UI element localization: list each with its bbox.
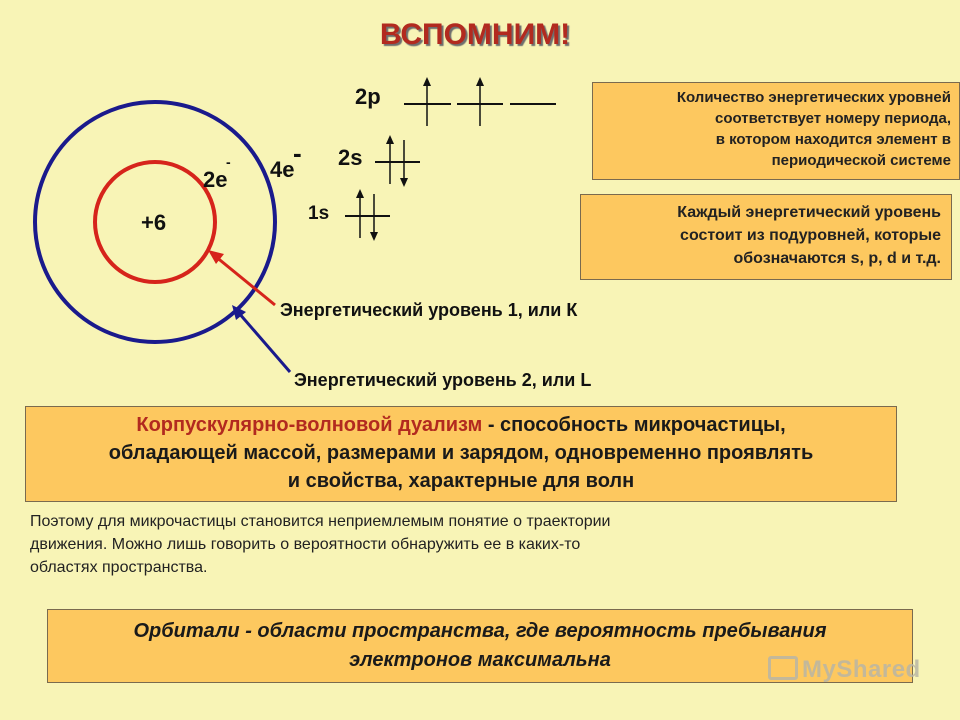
period-info-line: периодической системе <box>771 152 951 169</box>
period-info-box <box>592 82 960 180</box>
arrow-up-icon <box>476 77 484 126</box>
dualism-line-3: и свойства, характерные для волн <box>287 470 635 492</box>
period-info-line: соответствует номеру периода, <box>714 110 951 127</box>
period-info-line: Количество энергетических уровней <box>676 89 951 106</box>
level2-pointer-line <box>238 312 290 372</box>
presentation-icon <box>768 656 798 680</box>
paragraph-line: областях пространства. <box>30 559 208 576</box>
dualism-definition-box <box>25 406 897 502</box>
nucleus-charge: +6 <box>141 210 167 235</box>
arrow-down-icon <box>400 140 408 187</box>
orbital-2p <box>404 77 556 126</box>
inner-shell-charge-sign: - <box>226 154 231 170</box>
orbital-2p-label: 2p <box>355 84 381 109</box>
trajectory-paragraph <box>30 510 830 579</box>
slide-title: ВСПОМНИМ! <box>379 18 571 51</box>
sublevels-info-line: Каждый энергетический уровень <box>677 204 941 221</box>
orbitals-definition-line-2: электронов максимальна <box>349 649 611 671</box>
arrow-down-icon <box>370 194 378 241</box>
orbital-2s-label: 2s <box>338 145 363 170</box>
dualism-line-2: обладающей массой, размерами и зарядом, одновременно проявлять <box>108 442 814 464</box>
sublevels-info-box <box>580 194 952 280</box>
outer-shell-charge-sign: - <box>293 138 302 168</box>
dualism-line-1 <box>26 411 896 439</box>
arrow-up-icon <box>386 135 394 184</box>
watermark-logo <box>768 656 921 684</box>
dualism-line1-rest: - способность микрочастицы, <box>482 414 786 436</box>
sublevels-info-line: состоит из подуровней, которые <box>680 227 941 244</box>
inner-shell-electrons: 2e <box>203 167 228 192</box>
orbital-1s-label: 1s <box>308 203 330 224</box>
paragraph-line: движения. Можно лишь говорить о вероятности обнаружить ее в каких-то <box>30 536 581 553</box>
outer-shell-electrons: 4e <box>270 157 295 182</box>
orbital-2s <box>375 135 420 187</box>
orbitals-definition-line-1: Орбитали - области пространства, где вероятность пребывания <box>133 620 827 642</box>
arrow-up-icon <box>423 77 431 126</box>
watermark-text: MyShared <box>802 656 921 683</box>
arrow-up-icon <box>356 189 364 238</box>
level2-caption: Энергетический уровень 2, или L <box>294 370 592 390</box>
sublevels-info-line: обозначаются s, p, d и т.д. <box>733 250 941 267</box>
dualism-term: Корпускулярно-волновой дуализм <box>136 414 483 436</box>
orbital-1s <box>345 189 390 241</box>
period-info-line: в котором находится элемент в <box>715 131 951 148</box>
level1-caption: Энергетический уровень 1, или К <box>280 300 578 320</box>
paragraph-line: Поэтому для микрочастицы становится неприемлемым понятие о траектории <box>30 513 611 530</box>
